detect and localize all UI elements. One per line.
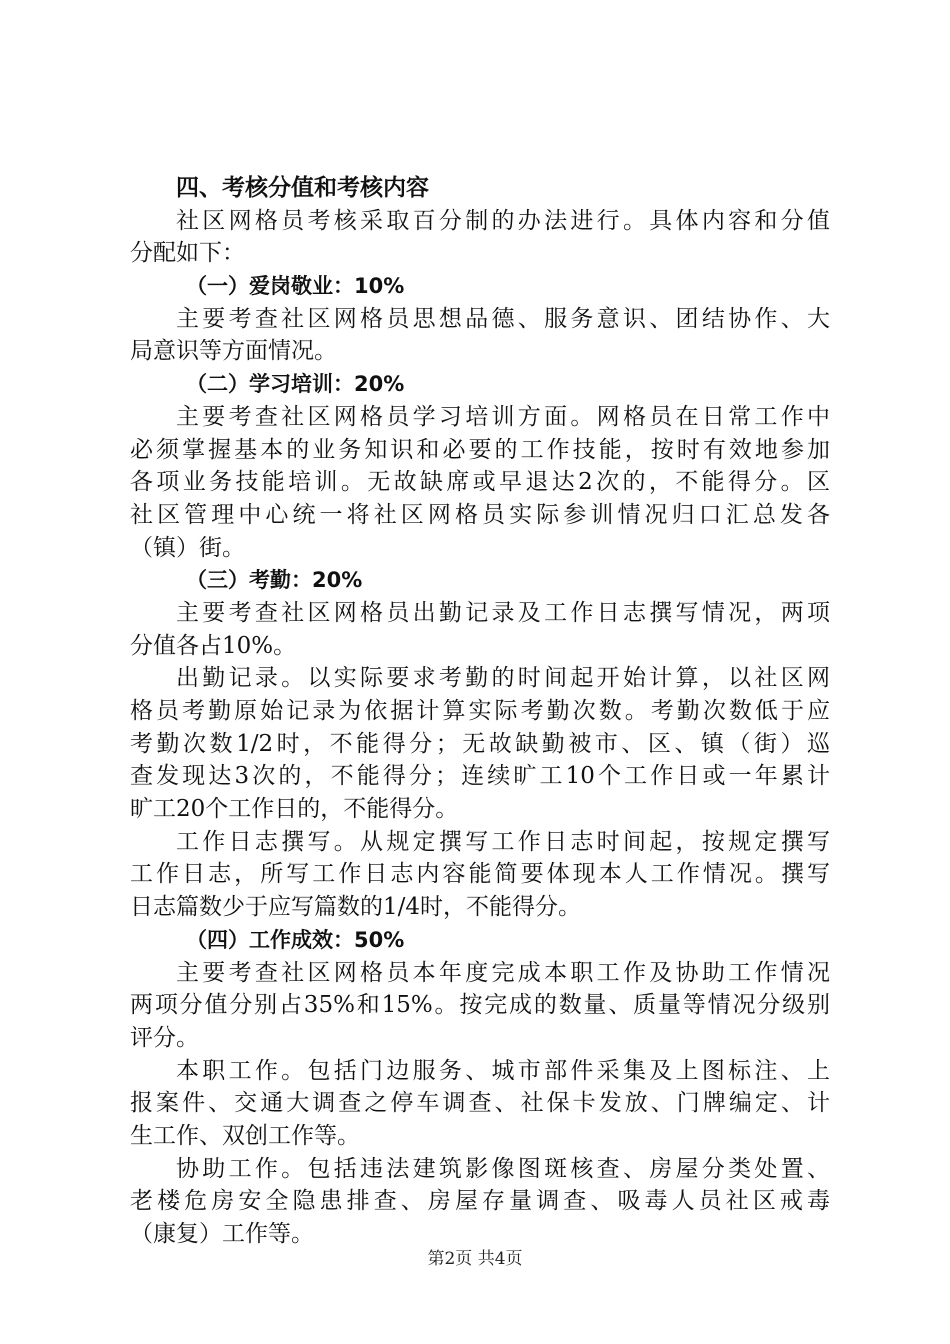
paragraph-line: 老楼危房安全隐患排查、房屋存量调查、吸毒人员社区戒毒 — [130, 1188, 830, 1215]
section-title: 四、考核分值和考核内容 — [176, 175, 429, 201]
paragraph-line: 评分。 — [130, 1024, 199, 1051]
paragraph-line: 查发现达3次的，不能得分；连续旷工10个工作日或一年累计 — [130, 763, 830, 790]
paragraph-line: 协助工作。包括违法建筑影像图斑核查、房屋分类处置、 — [176, 1155, 830, 1182]
paragraph-line: （镇）街。 — [130, 534, 245, 561]
paragraph-line: 主要考查社区网格员思想品德、服务意识、团结协作、大 — [176, 305, 830, 332]
paragraph-line: 工作日志，所写工作日志内容能简要体现本人工作情况。撰写 — [130, 861, 830, 888]
item-heading: （二）学习培训：20% — [186, 372, 405, 397]
paragraph-line: 生工作、双创工作等。 — [130, 1122, 360, 1149]
paragraph-line: 格员考勤原始记录为依据计算实际考勤次数。考勤次数低于应 — [130, 698, 830, 724]
paragraph-line: 本职工作。包括门边服务、城市部件采集及上图标注、上 — [176, 1057, 830, 1084]
paragraph-line: 各项业务技能培训。无故缺席或早退达2次的，不能得分。区 — [130, 469, 830, 496]
paragraph-line: 主要考查社区网格员本年度完成本职工作及协助工作情况 — [176, 959, 830, 986]
intro-line: 社区网格员考核采取百分制的办法进行。具体内容和分值 — [176, 207, 830, 234]
paragraph-line: 分值各占10%。 — [130, 632, 297, 659]
paragraph-line: （康复）工作等。 — [130, 1221, 314, 1247]
paragraph-line: 必须掌握基本的业务知识和必要的工作技能，按时有效地参加 — [130, 436, 830, 463]
paragraph-line: 旷工20个工作日的，不能得分。 — [130, 796, 459, 823]
item-heading: （一）爱岗敬业：10% — [186, 274, 405, 299]
item-heading: （四）工作成效：50% — [186, 927, 405, 952]
intro-line: 分配如下： — [130, 240, 245, 267]
document-body — [130, 172, 830, 1251]
paragraph-line: 两项分值分别占35%和15%。按完成的数量、质量等情况分级别 — [130, 992, 830, 1019]
paragraph-line: 考勤次数1/2时，不能得分；无故缺勤被市、区、镇（街）巡 — [130, 730, 830, 757]
paragraph-line: 主要考查社区网格员出勤记录及工作日志撰写情况，两项 — [176, 599, 830, 626]
paragraph-line: 出勤记录。以实际要求考勤的时间起开始计算，以社区网 — [176, 665, 830, 692]
paragraph-line: 局意识等方面情况。 — [130, 338, 337, 365]
paragraph-line: 主要考查社区网格员学习培训方面。网格员在日常工作中 — [176, 403, 830, 430]
page-number-footer: 第2页 共4页 — [427, 1249, 523, 1269]
paragraph-line: 日志篇数少于应写篇数的1/4时，不能得分。 — [130, 894, 582, 921]
item-heading: （三）考勤：20% — [186, 568, 363, 593]
paragraph-line: 社区管理中心统一将社区网格员实际参训情况归口汇总发各 — [130, 501, 830, 528]
paragraph-line: 报案件、交通大调查之停车调查、社保卡发放、门牌编定、计 — [130, 1090, 830, 1117]
paragraph-line: 工作日志撰写。从规定撰写工作日志时间起，按规定撰写 — [176, 828, 830, 855]
